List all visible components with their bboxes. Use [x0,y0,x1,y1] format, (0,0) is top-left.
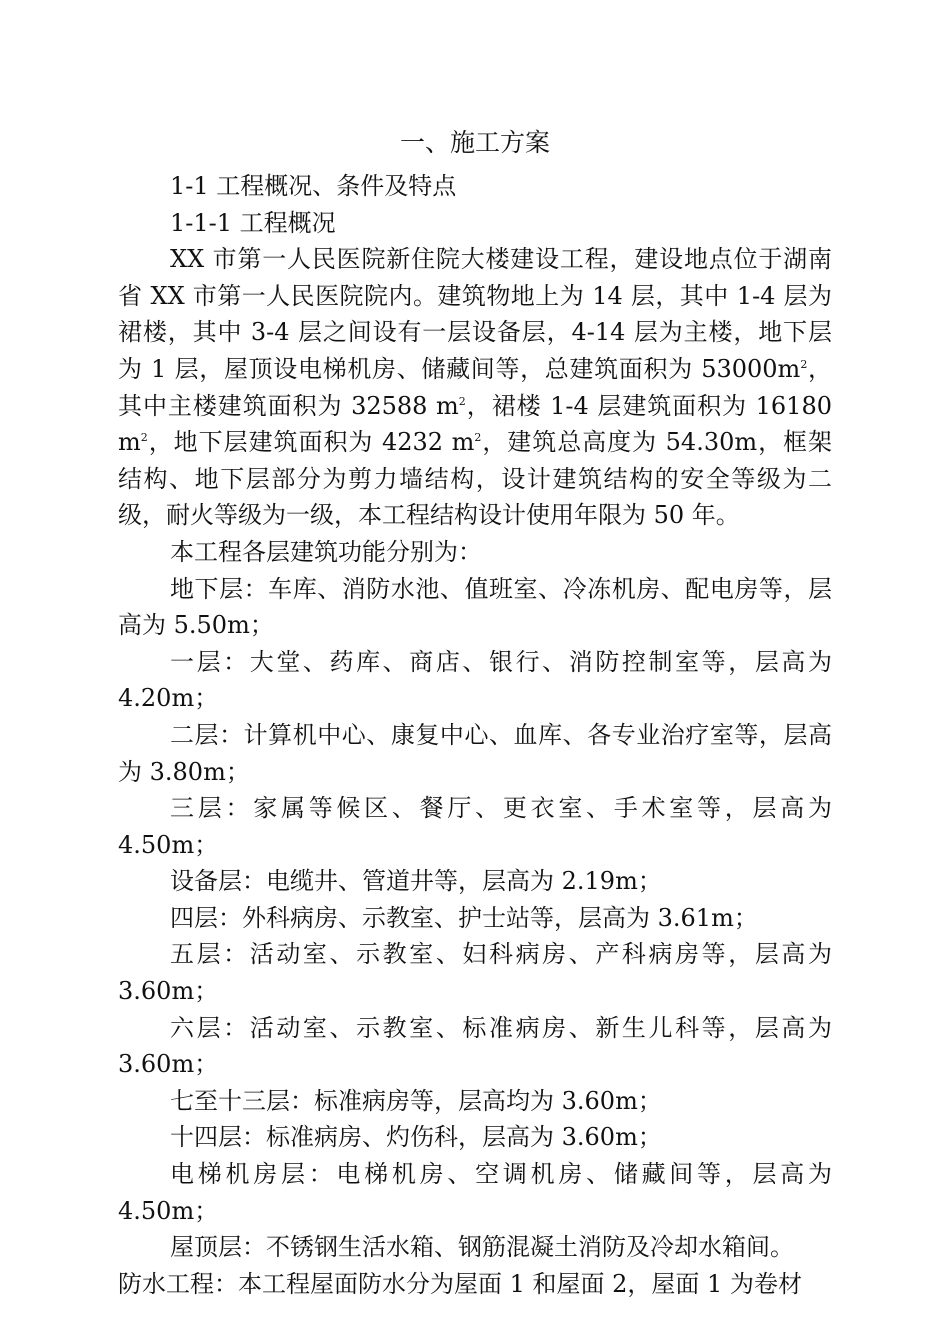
document-title: 一、施工方案 [399,128,550,157]
floor-line: 屋顶层：不锈钢生活水箱、钢筋混凝土消防及冷却水箱间。 [170,1233,794,1262]
superscript-2: 2 [474,431,482,445]
overview-text-2: ，其中主楼建筑面积为 32588 m [118,354,832,420]
subsection-heading: 1-1-1 工程概况 [170,208,336,237]
section-heading: 1-1 工程概况、条件及特点 [170,172,457,200]
floor-line: 三层：家属等候区、餐厅、更衣室、手术室等，层高为 4.50m； [118,794,832,859]
floor-line: 六层：活动室、示教室、标准病房、新生儿科等，层高为 3.60m； [118,1013,832,1079]
floor-line: 设备层：电缆井、管道井等，层高为 2.19m； [170,867,662,896]
floor-line: 一层：大堂、药库、商店、银行、消防控制室等，层高为 4.20m； [118,647,832,713]
superscript-2: 2 [458,394,466,408]
floor-line: 七至十三层：标准病房等，层高均为 3.60m； [170,1086,662,1115]
floor-line: 电梯机房层：电梯机房、空调机房、储藏间等，层高为 4.50m； [118,1160,832,1225]
overview-text-3: ，裙楼 1-4 层建筑面积为 16180 m [118,391,832,457]
floor-line: 二层：计算机中心、康复中心、血库、各专业治疗室等，层高为 3.80m； [118,720,832,786]
functions-intro: 本工程各层建筑功能分别为： [170,537,482,566]
overview-text-5: ，建筑总高度为 54.30m，框架结构、地下层部分为剪力墙结构，设计建筑结构的安全等级为二级，耐火等级为一级，本工程结构设计使用年限为 50 年。 [118,428,833,530]
floor-line: 四层：外科病房、示教室、护士站等，层高为 3.61m； [170,903,758,932]
floor-line: 十四层：标准病房、灼伤科，层高为 3.60m； [170,1123,662,1152]
overview-text-1: XX 市第一人民医院新住院大楼建设工程，建设地点位于湖南省 XX 市第一人民医院院内。建筑物地上为 14 层，其中 1-4 层为裙楼，其中 3-4 层之间设有一层设备层，4-14 层为主楼，地下层为 1 层，屋顶设电梯机房、储藏间等，总建筑面积为 53000m [118,245,832,383]
waterproof-paragraph: 防水工程：本工程屋面防水分为屋面 1 和屋面 2，屋面 1 为卷材 [118,1269,802,1298]
document-page [118,118,832,1302]
floor-line: 地下层：车库、消防水池、值班室、冷冻机房、配电房等，层高为 5.50m； [118,574,832,640]
superscript-2: 2 [800,357,808,371]
superscript-2: 2 [140,431,148,445]
overview-text-4: ，地下层建筑面积为 4232 m [147,428,475,457]
floor-line: 五层：活动室、示教室、妇科病房、产科病房等，层高为 3.60m； [118,940,832,1006]
overview-paragraph [118,241,832,534]
